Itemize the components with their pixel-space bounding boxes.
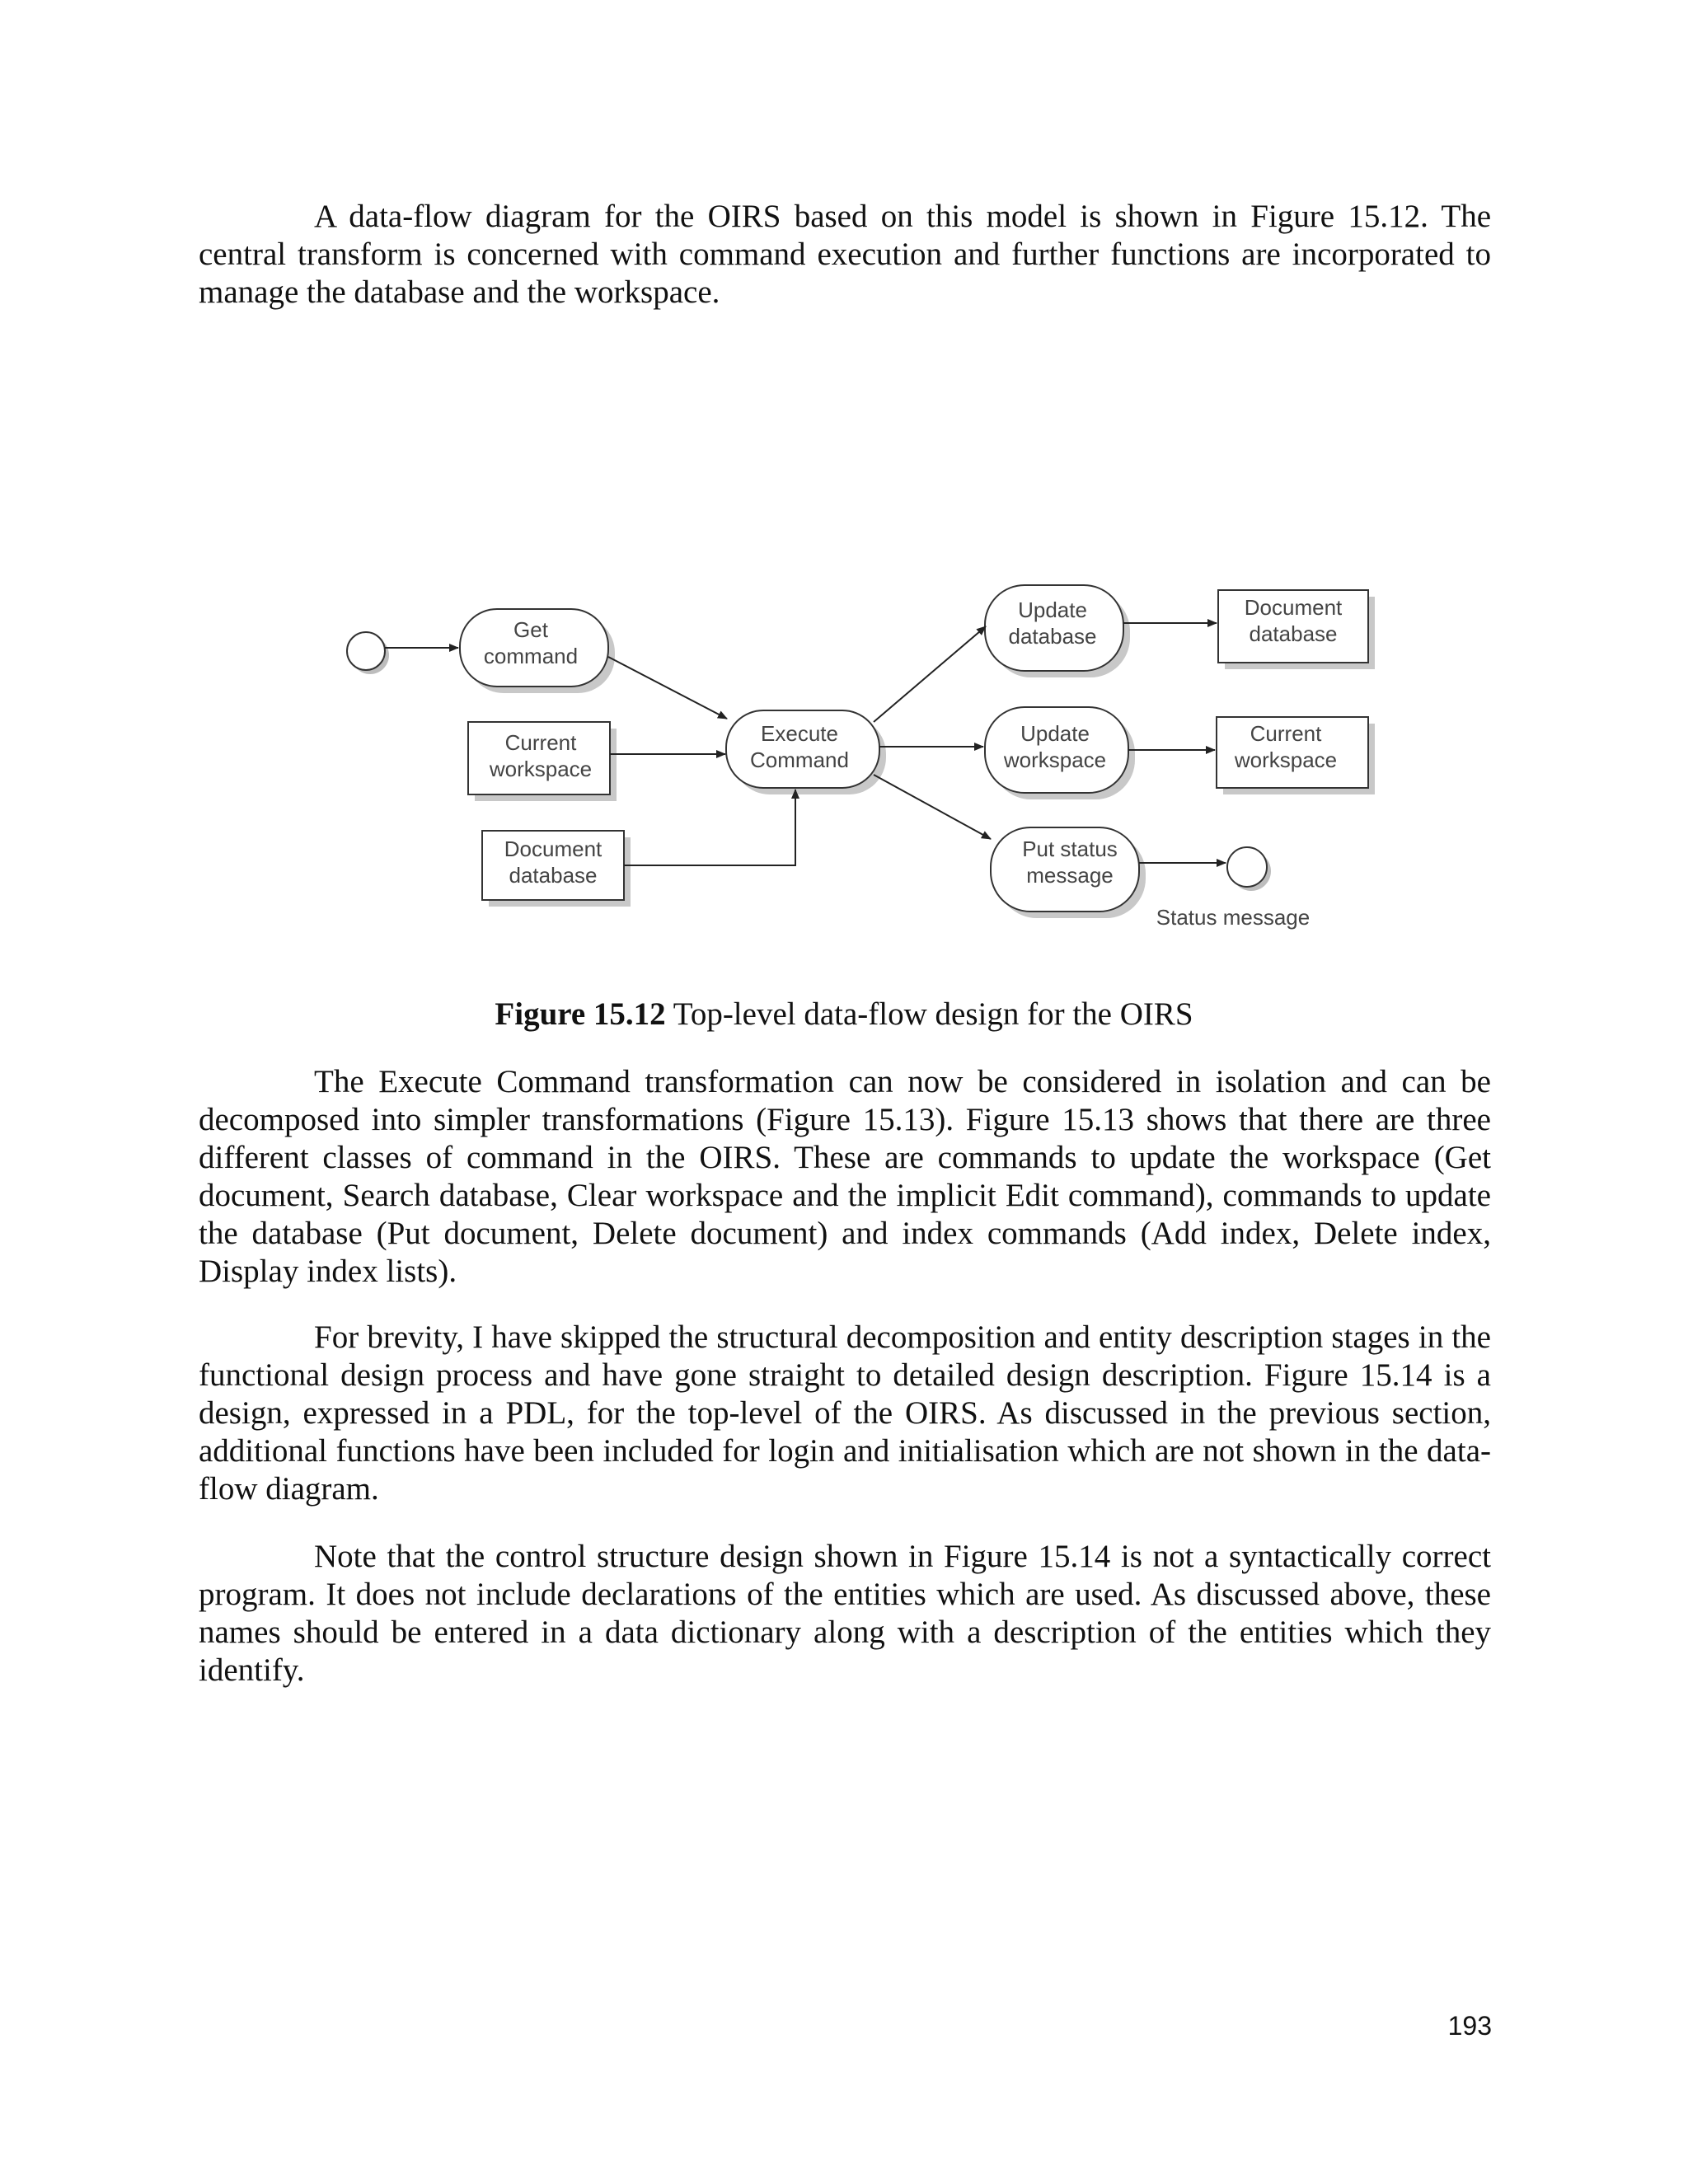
get-command-process <box>460 609 615 693</box>
current-workspace-input-label-1: Current <box>504 730 577 755</box>
execute-command-label-2: Command <box>750 748 849 772</box>
document-database-input-label-2: database <box>509 863 598 888</box>
update-workspace-process <box>985 707 1135 799</box>
figure-caption <box>0 996 1688 1033</box>
update-database-label-1: Update <box>1018 598 1087 622</box>
current-workspace-input-store <box>468 722 617 801</box>
figure-caption-text: Top-level data-flow design for the OIRS <box>673 996 1193 1032</box>
note-paragraph: Note that the control structure design shown in Figure 15.14 is not a syntactically correct program. It does not include declarations of the entities which are used. As discussed above, these names should be entered in a data dictionary along with a description of the entities which they identify. <box>199 1539 1491 1688</box>
data-flow-diagram <box>0 0 1688 989</box>
execute-command-label-1: Execute <box>761 721 838 746</box>
put-status-message-label-1: Put status <box>1022 837 1118 861</box>
update-database-process <box>985 585 1130 677</box>
document-database-output-label-1: Document <box>1244 595 1343 620</box>
execute-command-process <box>726 710 886 794</box>
intro-paragraph: A data-flow diagram for the OIRS based on this model is shown in Figure 15.12. The central transform is concerned with command execution and further functions are incorporated to manage the database and the workspace. <box>199 199 1491 310</box>
update-database-label-2: database <box>1008 624 1097 649</box>
execute-command-paragraph: The Execute Command transformation can now be considered in isolation and can be decomposed into simpler transformations (Figure 15.13). Figure 15.13 shows that there are three different classes of command in the OIRS. These are commands to update the workspace (Get document, Search database, Clear workspace and the implicit Edit command), commands to update the database (Put document, Delete document) and index commands (Add index, Delete index, Display index lists). <box>199 1064 1491 1289</box>
flow-execute-to-put-status <box>874 775 991 839</box>
put-status-message-label-2: message <box>1026 863 1114 888</box>
current-workspace-output-label-1: Current <box>1250 721 1322 746</box>
update-workspace-label-1: Update <box>1020 721 1090 746</box>
document-database-output-label-2: database <box>1249 621 1338 646</box>
flow-execute-to-update-database <box>874 626 986 722</box>
document-database-input-store <box>482 831 631 907</box>
current-workspace-input-label-2: workspace <box>489 757 593 781</box>
figure-number: Figure 15.12 <box>495 996 666 1032</box>
get-command-label-2: command <box>483 644 579 668</box>
brevity-paragraph: For brevity, I have skipped the structural decomposition and entity description stages in the functional design process and have gone straight to detailed design description. Figure 15.14 is a design, expressed in a PDL, for the top-level of the OIRS. As discussed in the previous section, additional functions have been included for login and initialisation which are not shown in the data-flow diagram. <box>199 1319 1491 1507</box>
document-database-output-store <box>1218 590 1375 669</box>
document-database-input-label-1: Document <box>504 837 603 861</box>
flow-get-command-to-execute <box>608 657 727 719</box>
put-status-message-process <box>991 827 1146 918</box>
flow-database-to-execute <box>624 790 795 865</box>
update-workspace-label-2: workspace <box>1003 748 1107 772</box>
current-workspace-output-label-2: workspace <box>1234 748 1338 772</box>
current-workspace-output-store <box>1217 717 1375 794</box>
get-command-label-1: Get <box>513 617 548 642</box>
status-message-label: Status message <box>1156 905 1311 930</box>
page-number: 193 <box>1447 2011 1492 2041</box>
end-terminator <box>1227 847 1271 891</box>
start-terminator <box>347 632 389 674</box>
